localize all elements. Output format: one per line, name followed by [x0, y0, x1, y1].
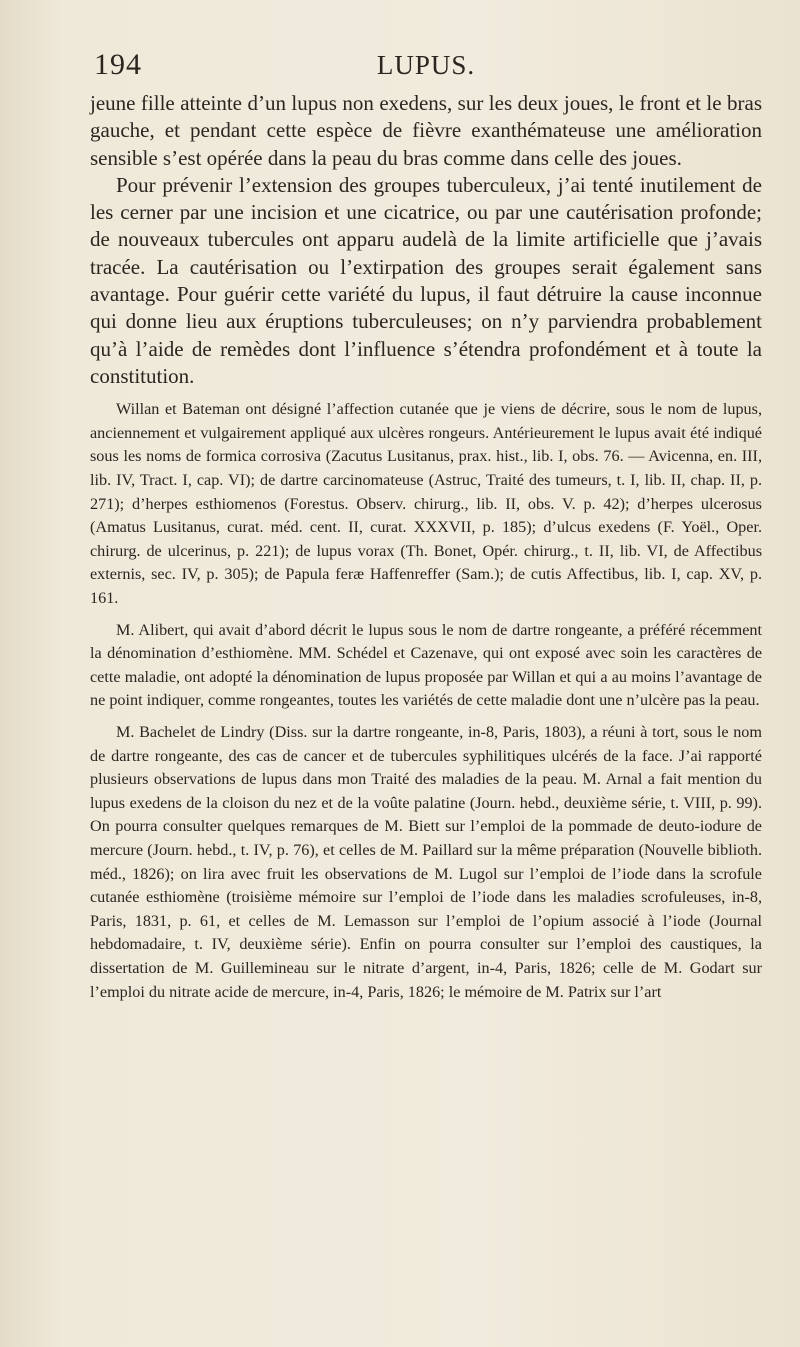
note-paragraph: M. Alibert, qui avait d’abord décrit le lupus sous le nom de dartre rongeante, a préféré récemment la dénomination d’esthiomène. MM. Schédel et Cazenave, qui ont exposé avec soin les caractères de cette maladie, ont adopté la dénomination de lupus proposée par Willan et qui a au moins l’avantage de ne point indiquer, comme rongeantes, toutes les variétés de cette maladie dont une n’ulcère pas la peau.	[90, 620, 762, 710]
paragraph: jeune fille atteinte d’un lupus non exedens, sur les deux joues, le front et le bras gauche, et pendant cette espèce de fièvre exanthémateuse une amélioration sensible s’est opérée dans la peau du bras comme dans celle des joues.	[90, 91, 762, 170]
running-title: LUPUS.	[376, 50, 476, 80]
paragraph: Pour prévenir l’extension des groupes tuberculeux, j’ai tenté inutilement de les cerner par une incision et une cicatrice, ou par une cautérisation profonde; de nouveaux tubercules ont apparu audelà de la limite artificielle que j’avais tracée. La cautérisation ou l’extirpation des groupes serait également sans avantage. Pour guérir cette variété du lupus, il faut détruire la cause inconnue qui donne lieu aux éruptions tuberculeuses; on n’y parviendra probablement qu’à l’aide de remèdes dont l’influence s’étendra profondément et à toute la constitution.	[90, 172, 762, 388]
page-number: 194	[94, 48, 142, 81]
note-paragraph: M. Bachelet de Lindry (Diss. sur la dartre rongeante, in-8, Paris, 1803), a réuni à tort, sous le nom de dartre rongeante, des cas de cancer et de tubercules syphilitiques ulcérés de la face. J’ai rapporté plusieurs observations de lupus dans mon Traité des maladies de la peau. M. Arnal a fait mention du lupus exedens de la cloison du nez et de la voûte palatine (Journ. hebd., deuxième série, t. VIII, p. 99). On pourra consulter quelques remarques de M. Biett sur l’emploi de la pommade de deuto-iodure de mercure (Journ. hebd., t. IV, p. 76), et celles de M. Paillard sur la même préparation (Nouvelle biblioth. méd., 1826); on lira avec fruit les observations de M. Lugol sur l’emploi de l’iode dans la scrofule cutanée esthiomène (troisième mémoire sur l’emploi de l’iode dans les maladies scrofuleuses, in-8, Paris, 1831, p. 61, et celles de M. Lemasson sur l’emploi de l’opium associé à l’iode (Journal hebdomadaire, t. IV, deuxième série). Enfin on pourra consulter sur l’emploi des caustiques, la dissertation de M. Guillemineau sur le nitrate d’argent, in-4, Paris, 1826; celle de M. Godart sur l’emploi du nitrate acide de mercure, in-4, Paris, 1826; le mémoire de M. Patrix sur l’art	[90, 722, 762, 1001]
main-text	[90, 90, 762, 390]
note-paragraph: Willan et Bateman ont désigné l’affection cutanée que je viens de décrire, sous le nom de lupus, anciennement et vulgairement appliqué aux ulcères rongeurs. Antérieurement le lupus avait été indiqué sous les noms de formica corrosiva (Zacutus Lusitanus, prax. hist., lib. I, obs. 76. — Avicenna, en. III, lib. IV, Tract. I, cap. VI); de dartre carcinomateuse (Astruc, Traité des tumeurs, t. I, lib. II, chap. II, p. 271); d’herpes esthiomenos (Forestus. Observ. chirurg., lib. II, obs. V. p. 42); d’herpes ulcerosus (Amatus Lusitanus, curat. méd. cent. II, curat. XXXVII, p. 185); d’ulcus exedens (F. Yoël., Oper. chirurg. de ulcerinus, p. 221); de lupus vorax (Th. Bonet, Opér. chirurg., t. II, lib. VI, de Affectibus externis, sec. IV, p. 305); de Papula feræ Haffenreffer (Sam.); de cutis Affectibus, lib. I, cap. XV, p. 161.	[90, 400, 762, 608]
page-header	[90, 46, 762, 90]
notes-section	[90, 398, 762, 1004]
